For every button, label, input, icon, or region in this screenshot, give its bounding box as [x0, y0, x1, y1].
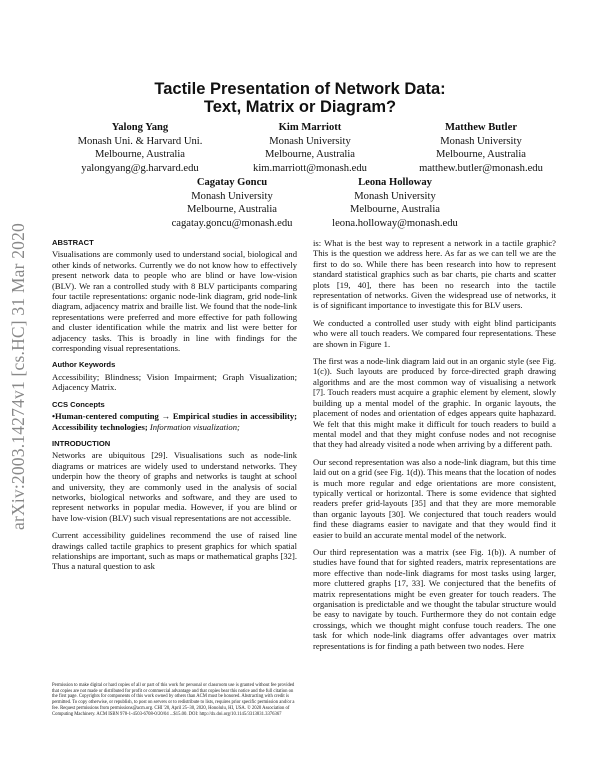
author-affiliation: Monash University: [440, 135, 522, 147]
author-name: Cagatay Goncu: [196, 177, 268, 188]
author-email[interactable]: matthew.butler@monash.edu: [419, 162, 543, 174]
copyright-footnote: Permission to make digital or hard copies of all or part of this work for personal or classroom use is granted without fee provided that copies are not made or distributed for profit or commercial advantage and that copies bear this notice and the full citation on the first page. Copyrights for components of this work owned by others than ACM must be honored. Abstracting with credit is permitted. To copy otherwise, or republish, to post on servers or to redistribute to lists, requires prior specific permission and/or a fee. Request permissions from permissions@acm.org. CHI '20, April 25–30, 2020, Honolulu, HI, USA. © 2020 Association of Computing Machinery. ACM ISBN 978-1-4503-6708-0/20/04 ...$15.00. DOI: http://dx.doi.org/10.1145/3313831.3376367: [52, 683, 295, 717]
author-block: [310, 176, 480, 230]
author-name: Matthew Butler: [444, 122, 518, 133]
author-email[interactable]: kim.marriott@monash.edu: [253, 162, 367, 174]
ccs-text: [52, 411, 297, 432]
author-location: Melbourne, Australia: [264, 149, 356, 161]
author-email[interactable]: cagatay.goncu@monash.edu: [171, 217, 293, 229]
body-paragraph: Our second representation was also a node-link diagram, but this time laid out on a grid (see Fig. 1(d)). This means that the location of nodes is much more regular and edge orientations are more consistent, typically vertical or horizontal. There is some evidence that sighted readers prefer grid-layouts [35] and that they are more memorable than organic layouts [30]. We conjectured that touch readers would find these diagrams easier to navigate and that they would find it easier to build an accurate mental model of the network.: [313, 456, 556, 540]
author-block: [396, 121, 566, 175]
arxiv-stamp: arXiv:2003.14274v1 [cs.HC] 31 Mar 2020: [8, 222, 28, 530]
body-paragraph: We conducted a controlled user study with eight blind participants who were all touch readers. We compared four representations. These are shown in Figure 1.: [313, 317, 556, 349]
author-email[interactable]: yalongyang@g.harvard.edu: [81, 162, 199, 174]
author-affiliation: Monash University: [354, 190, 436, 202]
ccs-heading: CCS Concepts: [52, 399, 105, 409]
keywords-heading: Author Keywords: [52, 360, 116, 370]
ccs-concepts-italic: Information visualization;: [147, 421, 240, 432]
paper-title-line1: Tactile Presentation of Network Data:: [154, 80, 446, 98]
body-paragraph: The first was a node-link diagram laid out in an organic style (see Fig. 1(c)). Such layouts are produced by force-directed graph drawing algorithms and are the most common way of visualising a network [7]. Touch readers must acquire a graphic element by element, slowly building up a mental model of the graphic. In organic layouts, the placement of nodes and orientation of edges appears quite haphazard. We felt that this might make it difficult for touch readers to build a mental model and that they might confuse nodes and not recognise that they had already visited a node when arriving by a different path.: [313, 356, 556, 450]
introduction-heading: INTRODUCTION: [52, 438, 111, 448]
body-paragraph: is: What is the best way to represent a network in a tactile graphic? This is the question we address here. As far as we can tell we are the first to do so. While there has been research into how to represent standard statistical graphics such as bar charts, pie charts and scatter plots [19, 40], there has been no research into the tactile representation of networks. Given the widespread use of networks, it is of significant importance to investigate this for BLV users.: [313, 238, 556, 311]
intro-paragraph: Current accessibility guidelines recommend the use of raised line drawings called tactile graphics to present graphics for which spatial relationships are important, such as maps or mathematical graphs [32]. Thus a natural question to ask: [52, 530, 297, 572]
left-column: [52, 238, 297, 579]
right-column: [313, 238, 556, 658]
body-paragraph: Our third representation was a matrix (see Fig. 1(b)). A number of studies have found that for sighted readers, matrix representations are more effective than node-link diagrams for most tasks using larger, more cluttered graphs [17, 33]. We conjectured that the benefits of matrix representations might be even greater for touch readers. The organisation is predictable and we thought the tabular structure would be easy to navigate by touch. Furthermore they do not contain edge crossings, which we thought might confuse touch readers. The one task for which node-link diagrams offer advantages over matrix representations is for finding a path between two nodes. Here: [313, 546, 556, 651]
author-block: [225, 121, 395, 175]
author-affiliation: Monash University: [269, 135, 351, 147]
keywords-text: Accessibility; Blindness; Vision Impairment; Graph Visualization; Adjacency Matrix.: [52, 371, 297, 393]
author-affiliation: Monash University: [191, 190, 273, 202]
abstract-text: Visualisations are commonly used to understand social, biological and other kinds of networks. Currently we do not know how to effectively present network data to people who are blind or have low-vision (BLV). We ran a controlled study with 8 BLV participants comparing four tactile representations: organic node-link diagram, grid node-link diagram, adjacency matrix and braille list. We found that the node-link representations were preferred and more effective for path following and cluster identification while the matrix and list were better for adjacency tasks. This is broadly in line with findings for the corresponding visual representations.: [52, 249, 297, 354]
author-name: Leona Holloway: [358, 177, 432, 188]
author-location: Melbourne, Australia: [435, 149, 527, 161]
author-name: Kim Marriott: [278, 122, 342, 133]
abstract-heading: ABSTRACT: [52, 238, 94, 247]
author-location: Melbourne, Australia: [349, 204, 441, 216]
author-email[interactable]: leona.holloway@monash.edu: [332, 217, 458, 229]
author-block: [55, 121, 225, 175]
author-block: [147, 176, 317, 230]
ccs-concepts-bold: •Human-centered computing → Empirical studies in accessibility; Accessibility technologies;: [52, 411, 297, 432]
author-location: Melbourne, Australia: [186, 204, 278, 216]
author-location: Melbourne, Australia: [94, 149, 186, 161]
author-name: Yalong Yang: [111, 122, 169, 133]
intro-paragraph: Networks are ubiquitous [29]. Visualisations such as node-link diagrams or matrices are widely used to understand networks. They underpin how the theory of graphs and networks is taught at school and university, they are commonly used in the analysis of social networks, biological networks and software, and they are used to represent networks in popular media. However, if you are blind or have low-vision (BLV) such visual representations are not accessible.: [52, 450, 297, 523]
paper-title-line2: Text, Matrix or Diagram?: [203, 98, 397, 116]
author-affiliation: Monash Uni. & Harvard Uni.: [77, 135, 203, 147]
